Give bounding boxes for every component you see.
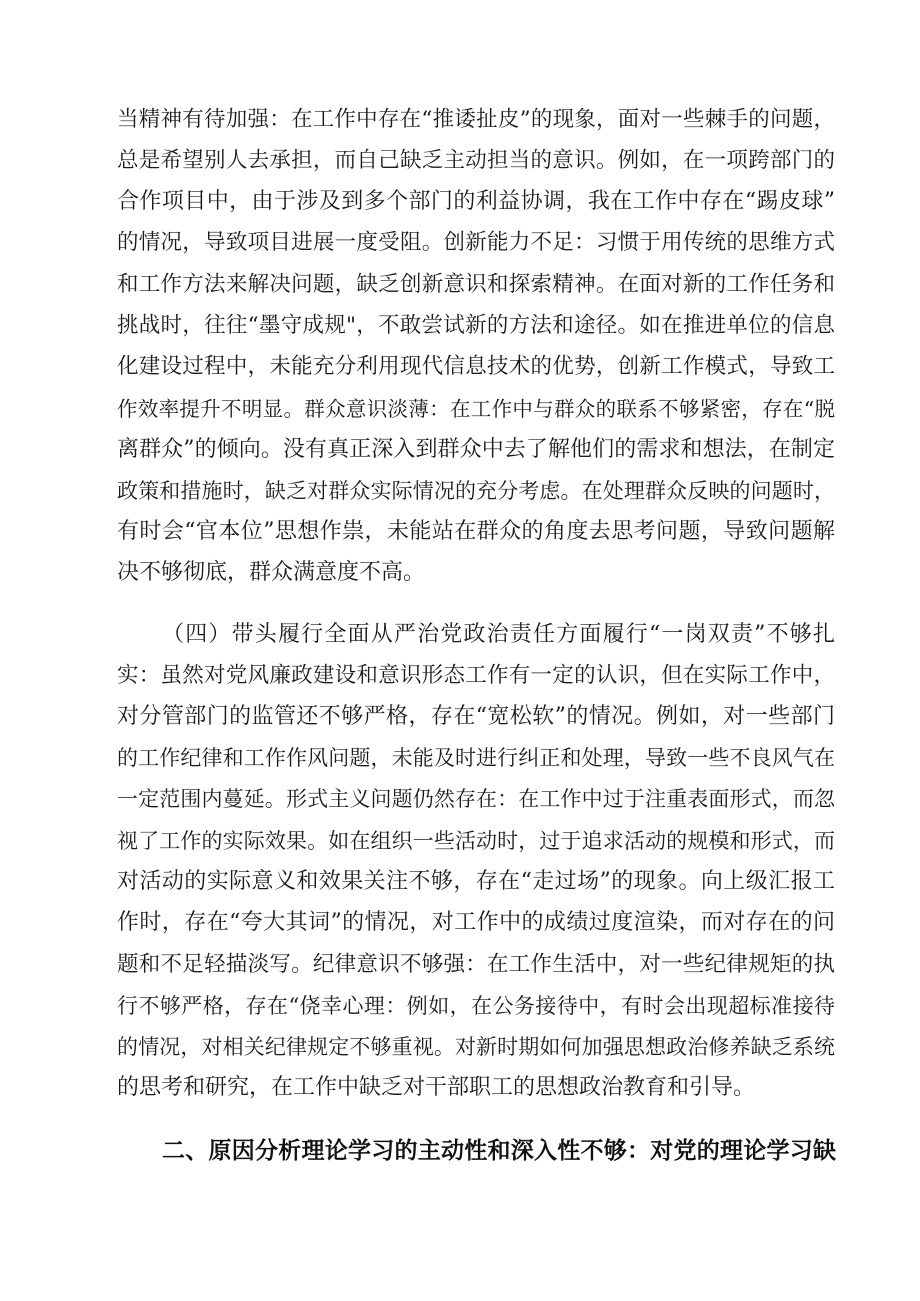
text-line: 的情况，对相关纪律规定不够重视。对新时期如何加强思想政治修养缺乏系统 [117,1035,835,1059]
text-line: 的工作纪律和工作作风问题，未能及时进行纠正和处理，导致一些不良风气在 [117,746,835,770]
text-line: 总是希望别人去承担，而自己缺乏主动担当的意识。例如，在一项跨部门的 [117,148,835,173]
text-line: 化建设过程中，未能充分利用现代信息技术的优势，创新工作模式，导致工 [117,354,835,379]
text-line: 政策和措施时，缺乏对群众实际情况的充分考虑。在处理群众反映的问题时， [117,479,835,503]
text-line: 的思考和研究，在工作中缺乏对干部职工的思想政治教育和引导。 [117,1075,756,1100]
text-line: 作效率提升不明显。群众意识淡薄：在工作中与群众的联系不够紧密，存在“脱 [117,397,835,421]
text-line: 合作项目中，由于涉及到多个部门的利益协调，我在工作中存在“踢皮球” [117,189,835,214]
text-line: 实：虽然对党风廉政建设和意识形态工作有一定的认识，但在实际工作中， [117,663,835,688]
text-line: 有时会“官本位”思想作祟，未能站在群众的角度去思考问题，导致问题解 [117,519,835,544]
text-line: 对分管部门的监管还不够严格，存在“宽松软”的情况。例如，对一些部门 [117,704,835,729]
text-line: 视了工作的实际效果。如在组织一些活动时，过于追求活动的规模和形式，而 [117,829,835,853]
text-line: 决不够彻底，群众满意度不高。 [117,560,426,585]
text-line: 的情况，导致项目进展一度受阻。创新能力不足：习惯于用传统的思维方式 [117,230,835,255]
text-line: 当精神有待加强：在工作中存在“推诿扯皮”的现象，面对一些棘手的问题， [117,107,835,132]
text-line: 和工作方法来解决问题，缺乏创新意识和探索精神。在面对新的工作任务和 [117,272,835,297]
text-line: 作时，存在“夸大其词”的情况，对工作中的成绩过度渲染，而对存在的问 [117,910,835,935]
text-line: 对活动的实际意义和效果关注不够，存在“走过场”的现象。向上级汇报工 [117,869,835,894]
text-line: 题和不足轻描淡写。纪律意识不够强：在工作生活中，对一些纪律规矩的执 [117,952,835,977]
text-line: 离群众”的倾向。没有真正深入到群众中去了解他们的需求和想法，在制定 [117,437,835,462]
text-line: 行不够严格，存在“侥幸心理：例如，在公务接待中，有时会出现超标准接待 [117,994,835,1018]
text-line: 挑战时，往往“墨守成规"，不敢尝试新的方法和途径。如在推进单位的信息 [117,313,835,338]
text-line: （四）带头履行全面从严治党政治责任方面履行“一岗双责”不够扎 [162,622,835,647]
text-line: 一定范围内蔓延。形式主义问题仍然存在：在工作中过于注重表面形式，而忽 [117,787,835,811]
section-heading: 二、原因分析理论学习的主动性和深入性不够：对党的理论学习缺 [162,1138,836,1164]
